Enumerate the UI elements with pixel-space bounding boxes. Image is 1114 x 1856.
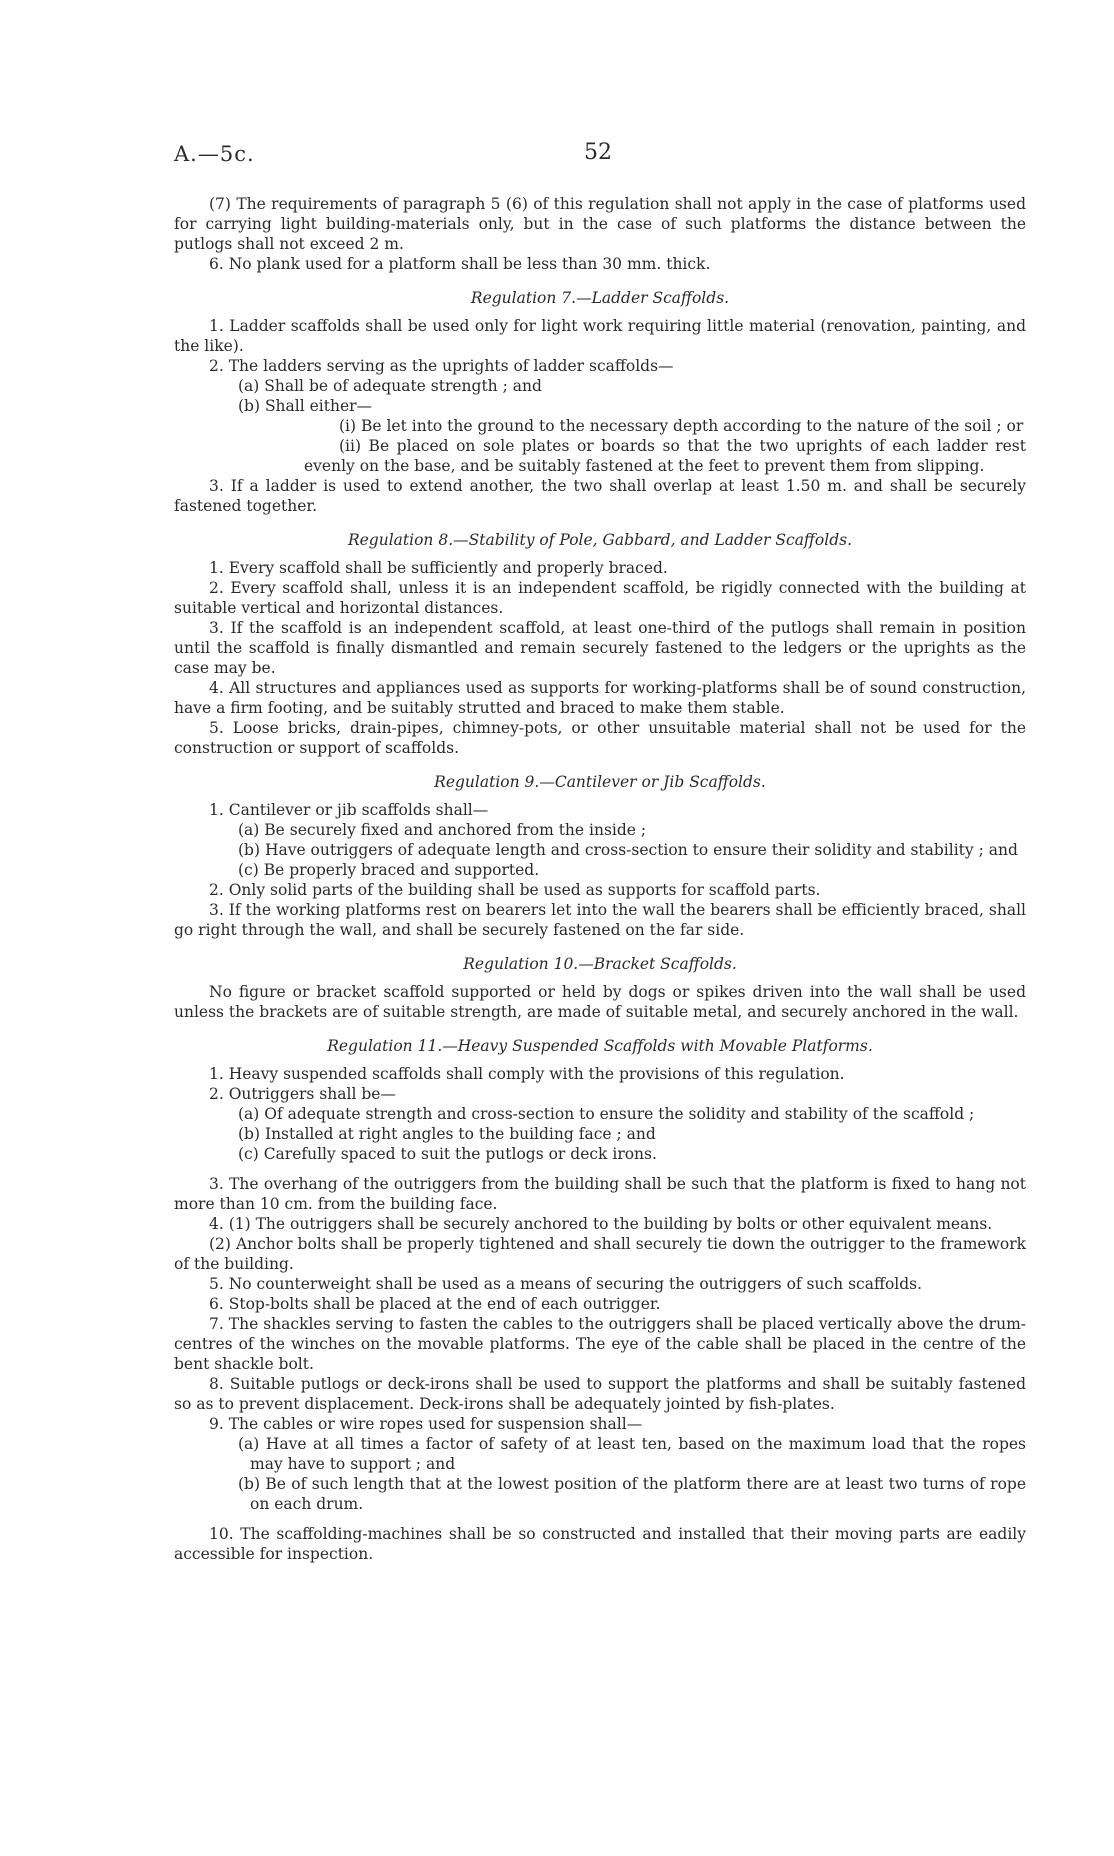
paragraph: (b) Be of such length that at the lowest position of the platform there are at least two turns of rope on each drum.: [238, 1475, 1026, 1513]
paragraph: (i) Be let into the ground to the necessary depth according to the nature of the soil ; or: [339, 417, 1024, 435]
paragraph: (b) Have outriggers of adequate length and cross-section to ensure their solidity and stability ; and: [238, 841, 1018, 859]
paragraph: (a) Have at all times a factor of safety of at least ten, based on the maximum load that the ropes may have to support ; and: [238, 1435, 1026, 1473]
body-text: [174, 194, 1026, 1564]
paragraph: 3. The overhang of the outriggers from the building shall be such that the platform is fixed to hang not more than 10 cm. from the building face.: [174, 1175, 1026, 1213]
paragraph: (2) Anchor bolts shall be properly tightened and shall securely tie down the outrigger to the framework of the building.: [174, 1235, 1026, 1273]
paragraph: (c) Carefully spaced to suit the putlogs or deck irons.: [238, 1145, 657, 1163]
paragraph: 4. All structures and appliances used as supports for working-platforms shall be of sound construction, have a firm footing, and be suitably strutted and braced to make them stable.: [174, 679, 1026, 717]
paragraph: (a) Of adequate strength and cross-section to ensure the solidity and stability of the scaffold ;: [238, 1105, 975, 1123]
paragraph: 8. Suitable putlogs or deck-irons shall be used to support the platforms and shall be suitably fastened so as to prevent displacement. Deck-irons shall be adequately jointed by fish-plates.: [174, 1375, 1026, 1413]
paragraph: 10. The scaffolding-machines shall be so constructed and installed that their moving parts are eadily accessible for inspection.: [174, 1525, 1026, 1563]
paragraph: 3. If the working platforms rest on bearers let into the wall the bearers shall be efficiently braced, shall go right through the wall, and shall be securely fastened on the far side.: [174, 901, 1026, 939]
paragraph: 2. Only solid parts of the building shall be used as supports for scaffold parts.: [209, 881, 821, 899]
paragraph: 4. (1) The outriggers shall be securely anchored to the building by bolts or other equivalent means.: [209, 1215, 993, 1233]
paragraph: 6. No plank used for a platform shall be less than 30 mm. thick.: [209, 255, 711, 273]
paragraph: 2. The ladders serving as the uprights of ladder scaffolds—: [209, 357, 674, 375]
page-number: 52: [584, 140, 612, 165]
paragraph: 6. Stop-bolts shall be placed at the end of each outrigger.: [209, 1295, 661, 1313]
paragraph: 7. The shackles serving to fasten the cables to the outriggers shall be placed vertically above the drum-centres of the winches on the movable platforms. The eye of the cable shall be placed in the centre of the bent shackle bolt.: [174, 1315, 1026, 1373]
paragraph: 1. Every scaffold shall be sufficiently and properly braced.: [209, 559, 668, 577]
paragraph: 1. Heavy suspended scaffolds shall comply with the provisions of this regulation.: [209, 1065, 845, 1083]
paragraph: (b) Installed at right angles to the building face ; and: [238, 1125, 656, 1143]
regulation-heading: Regulation 11.—Heavy Suspended Scaffolds with Movable Platforms.: [327, 1037, 873, 1055]
paragraph: (ii) Be placed on sole plates or boards so that the two uprights of each ladder rest evenly on the base, and be suitably fastened at the feet to prevent them from slipping.: [304, 437, 1026, 475]
document-reference: A.—5c.: [174, 142, 255, 166]
paragraph: 5. Loose bricks, drain-pipes, chimney-pots, or other unsuitable material shall not be used for the construction or support of scaffolds.: [174, 719, 1026, 757]
paragraph: (a) Be securely fixed and anchored from the inside ;: [238, 821, 647, 839]
paragraph: No figure or bracket scaffold supported or held by dogs or spikes driven into the wall shall be used unless the brackets are of suitable strength, are made of suitable metal, and securely anchored in the wall.: [174, 983, 1026, 1021]
paragraph: (7) The requirements of paragraph 5 (6) of this regulation shall not apply in the case of platforms used for carrying light building-materials only, but in the case of such platforms the distance between the putlogs shall not exceed 2 m.: [174, 195, 1026, 253]
paragraph: 3. If a ladder is used to extend another, the two shall overlap at least 1.50 m. and shall be securely fastened together.: [174, 477, 1026, 515]
regulation-heading: Regulation 10.—Bracket Scaffolds.: [463, 955, 737, 973]
paragraph: (c) Be properly braced and supported.: [238, 861, 540, 879]
paragraph: 3. If the scaffold is an independent scaffold, at least one-third of the putlogs shall remain in position until the scaffold is finally dismantled and remain securely fastened to the ledgers or the uprights as the case may be.: [174, 619, 1026, 677]
regulation-heading: Regulation 8.—Stability of Pole, Gabbard, and Ladder Scaffolds.: [347, 531, 853, 549]
paragraph: 2. Every scaffold shall, unless it is an independent scaffold, be rigidly connected with the building at suitable vertical and horizontal distances.: [174, 579, 1026, 617]
paragraph: 5. No counterweight shall be used as a means of securing the outriggers of such scaffolds.: [209, 1275, 923, 1293]
regulation-heading: Regulation 9.—Cantilever or Jib Scaffolds.: [434, 773, 766, 791]
paragraph: 1. Cantilever or jib scaffolds shall—: [209, 801, 489, 819]
paragraph: (b) Shall either—: [238, 397, 373, 415]
paragraph: (a) Shall be of adequate strength ; and: [238, 377, 542, 395]
regulation-heading: Regulation 7.—Ladder Scaffolds.: [470, 289, 730, 307]
paragraph: 9. The cables or wire ropes used for suspension shall—: [209, 1415, 643, 1433]
paragraph: 2. Outriggers shall be—: [209, 1085, 396, 1103]
paragraph: 1. Ladder scaffolds shall be used only for light work requiring little material (renovation, painting, and the like).: [174, 317, 1026, 355]
